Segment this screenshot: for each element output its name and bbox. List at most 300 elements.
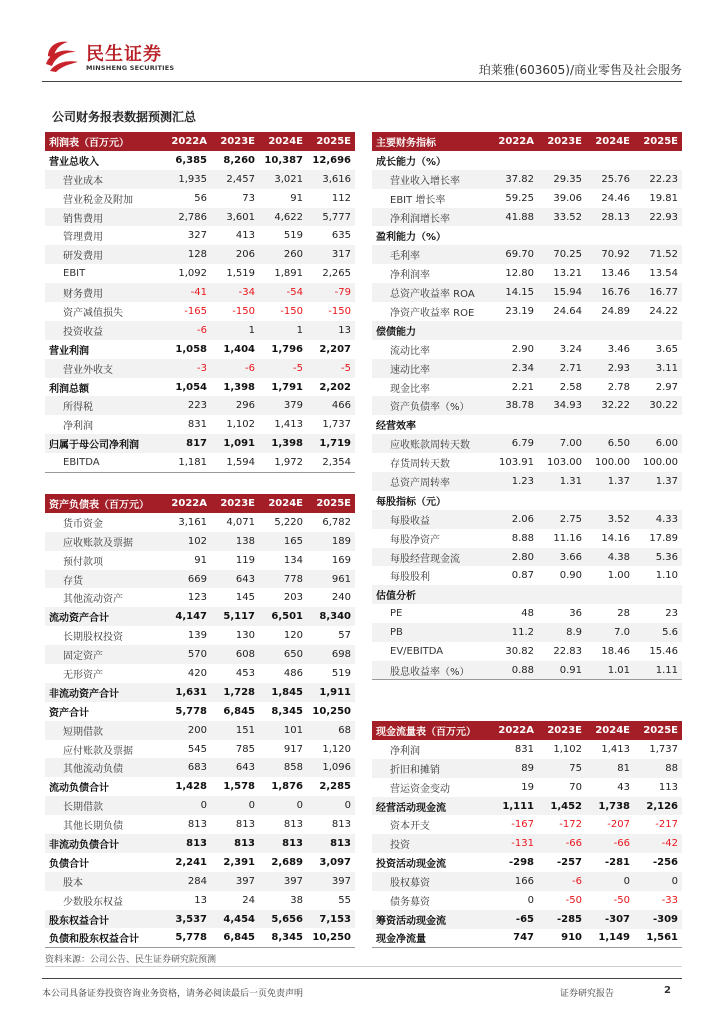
table-header-row [372,721,682,740]
value-cell: 2.58 [559,381,582,393]
year-header-cell: 2024E [586,132,634,151]
value-cell: 260 [259,245,307,264]
value-cell: -172 [559,819,582,831]
table-row [45,264,355,283]
value-cell: 1.37 [586,472,634,491]
value-cell: 123 [187,592,207,604]
value-cell: 1.31 [538,472,586,491]
row-label: 净资产收益率 ROE [390,307,475,319]
value-cell: 545 [187,743,207,755]
table-row [45,588,355,607]
value-cell: 2,126 [634,797,682,816]
value-cell: 3,601 [211,208,259,227]
value-cell: 1,519 [226,268,255,280]
header-divider [42,81,682,82]
table-row [372,815,682,834]
value-cell: -54 [259,283,307,302]
value-cell: 1,058 [175,343,207,355]
year-header-cell: 2025E [634,132,682,151]
table-row [45,513,355,532]
table-row [45,532,355,551]
table-row [45,796,355,815]
value-cell [490,321,538,340]
row-label: 营业总收入 [49,156,99,168]
value-cell: 379 [259,396,307,415]
value-cell: 138 [211,532,259,551]
value-cell: 0.87 [511,570,534,582]
value-cell: 1,796 [271,343,303,355]
value-cell: 683 [163,758,211,777]
value-cell: 3.11 [634,359,682,378]
value-cell: 1.00 [607,570,630,582]
table-row [45,302,355,321]
table-row [45,740,355,759]
value-cell: 1,935 [163,170,211,189]
table-row [372,302,682,321]
row-label: 其他流动资产 [63,594,123,606]
table-row [45,245,355,264]
row-label: 净利润 [63,421,93,433]
row-label: 营业税金及附加 [63,194,133,206]
value-cell: -3 [163,359,211,378]
value-cell: 1,181 [163,453,211,472]
value-cell: 33.52 [538,208,586,227]
value-cell: 18.46 [601,645,630,657]
table-row [45,891,355,910]
table-row [45,551,355,570]
row-label: 应收账款周转天数 [372,434,490,453]
table-row [45,853,355,872]
value-cell: 1.01 [586,661,634,680]
minsheng-logo [42,38,192,78]
row-label: 折旧和摊销 [372,759,490,778]
value-cell: 1 [259,321,307,340]
row-label: 净利润增长率 [372,208,490,227]
value-cell: 29.35 [538,170,586,189]
table-row [372,623,682,642]
table-row [45,570,355,589]
value-cell: 2.97 [655,381,678,393]
row-label: 研发费用 [45,245,163,264]
value-cell: 1,737 [649,743,678,755]
year-header-cell: 2022A [163,132,211,151]
value-cell: 10,250 [312,705,351,717]
value-cell: 1.11 [634,661,682,680]
value-cell: 39.06 [553,192,582,204]
footer-divider [42,978,682,979]
value-cell: 8,345 [259,928,307,947]
value-cell: 10,387 [264,154,303,166]
row-label: 流动负债合计 [49,783,109,795]
value-cell: 12.80 [505,268,534,280]
value-cell: 169 [331,554,351,566]
value-cell: 1,452 [538,797,586,816]
value-cell: -6 [211,359,259,378]
value-cell: -167 [511,819,534,831]
value-cell: 2,202 [319,381,351,393]
value-cell: -281 [604,857,630,869]
value-cell: 6,501 [259,607,307,626]
balance-sheet-table [45,494,355,948]
value-cell: 89 [490,759,538,778]
value-cell: -41 [163,283,211,302]
value-cell: 103.00 [547,457,582,469]
value-cell: 4,147 [163,607,211,626]
value-cell: -165 [184,305,207,317]
year-header-cell: 2024E [586,721,634,740]
row-label: 股权募资 [372,872,490,891]
value-cell: 14.16 [601,532,630,544]
page-header [0,0,724,84]
value-cell: 669 [163,570,211,589]
value-cell: 3.65 [655,343,678,355]
value-cell [490,585,538,604]
table-row [372,853,682,872]
row-label: 无形资产 [63,669,103,681]
row-label: 利润总额 [49,383,89,395]
row-label: 应付账款及票据 [63,745,133,757]
value-cell: 32.22 [586,396,634,415]
value-cell: 0.90 [559,570,582,582]
row-label: 股本 [45,872,163,891]
value-cell: -33 [661,894,678,906]
table-row [372,585,682,604]
table-row [372,151,682,170]
year-header-cell: 2023E [211,494,259,513]
value-cell: 2,354 [307,453,355,472]
value-cell: 397 [307,872,355,891]
table-row [45,664,355,683]
value-cell: 2.90 [511,343,534,355]
row-label: 固定资产 [45,645,163,664]
value-cell: 1,398 [259,434,307,453]
table-title-cell: 利润表（百万元） [45,132,163,151]
table-header-row [45,494,355,513]
row-label: 货币资金 [63,518,103,530]
row-label: 资产负债率（%） [372,396,490,415]
row-label: EBITDA [45,453,163,472]
year-header-cell: 2022A [490,721,538,740]
row-label: 营运资金变动 [390,783,450,795]
value-cell: 466 [307,396,355,415]
value-cell: 23.19 [505,305,534,317]
value-cell: 4.38 [586,548,634,567]
year-header-cell: 2023E [538,132,586,151]
value-cell: 1,738 [586,797,634,816]
value-cell: 17.89 [649,532,678,544]
value-cell: 0 [586,872,634,891]
value-cell: 22.83 [553,645,582,657]
value-cell: 1,404 [223,343,255,355]
value-cell: 1,092 [178,268,207,280]
value-cell: 2,391 [223,856,255,868]
value-cell: 3,021 [259,170,307,189]
value-cell: 6,845 [211,928,259,947]
row-label: 偿债能力 [372,321,490,340]
value-cell: 0 [259,796,307,815]
table-row [45,626,355,645]
value-cell: 1,845 [259,683,307,702]
value-cell: -5 [259,359,307,378]
value-cell: 1,428 [175,781,207,793]
value-cell [586,151,634,170]
row-label: 投资 [372,834,490,853]
row-label: 长期股权投资 [63,632,123,644]
value-cell: 3.24 [559,343,582,355]
value-cell: 70.92 [586,245,634,264]
table-row [45,189,355,208]
year-header-cell: 2024E [259,494,307,513]
value-cell: 7.00 [538,434,586,453]
value-cell: 813 [307,834,355,853]
value-cell: 19 [521,781,534,793]
table-row [45,151,355,170]
value-cell [634,151,682,170]
row-label: 资产减值损失 [63,307,123,319]
value-cell: 453 [235,667,255,679]
value-cell: 5,778 [163,928,211,947]
value-cell: 24.22 [649,305,678,317]
value-cell: 134 [283,554,303,566]
table-row [45,396,355,415]
value-cell: 3,161 [178,516,207,528]
row-label: 速动比率 [372,359,490,378]
row-label: 净利润率 [390,270,430,282]
table-row [45,872,355,891]
cash-flow-table [372,721,682,948]
value-cell: -50 [613,894,630,906]
value-cell [490,415,538,434]
value-cell: -66 [538,834,586,853]
value-cell: 1,096 [307,758,355,777]
value-cell: 13 [307,321,355,340]
value-cell: -309 [634,910,682,929]
table-row [372,264,682,283]
row-label: 成长能力（%） [376,156,447,168]
value-cell [538,321,586,340]
table-row [45,815,355,834]
value-cell: 7,153 [307,910,355,929]
value-cell: 2,265 [322,268,351,280]
key-ratios-table [372,132,682,680]
value-cell: 8,345 [271,705,303,717]
value-cell: 223 [163,396,211,415]
table-row [45,645,355,664]
table-row [45,340,355,359]
value-cell: 917 [283,743,303,755]
value-cell: 1,728 [211,683,259,702]
table-row [45,453,355,472]
value-cell: 1,102 [553,743,582,755]
table-row [372,208,682,227]
row-label: 现金净流量 [372,929,490,948]
table-row [45,170,355,189]
value-cell: 13.21 [553,268,582,280]
value-cell: 1,561 [634,929,682,948]
value-cell: 486 [283,667,303,679]
value-cell: 13.46 [601,268,630,280]
row-label: 营业收入增长率 [372,170,490,189]
table-row [45,283,355,302]
table-row [372,510,682,529]
logo-english-name: MINSHENG SECURITIES [86,64,175,72]
value-cell [586,585,634,604]
section-title: 公司财务报表数据预测汇总 [52,110,197,124]
value-cell: 2.06 [490,510,538,529]
value-cell: 2,457 [211,170,259,189]
row-label: 存货 [45,570,163,589]
page-number: 2 [664,985,671,996]
value-cell: 1,891 [274,268,303,280]
row-label: 债务募资 [390,896,430,908]
row-label: 营业外收支 [45,359,163,378]
value-cell: 698 [307,645,355,664]
table-row [372,491,682,510]
value-cell: 813 [259,834,307,853]
value-cell: 2.78 [607,381,630,393]
value-cell: -6 [538,872,586,891]
value-cell: -150 [328,305,351,317]
row-label: PB [372,623,490,642]
table-row [45,208,355,227]
value-cell: 100.00 [643,457,678,469]
value-cell: 7.0 [586,623,634,642]
value-cell: -5 [307,359,355,378]
row-label: 营业利润 [49,345,89,357]
value-cell: 327 [187,230,207,242]
value-cell: 1,149 [586,929,634,948]
value-cell: 100.00 [595,457,630,469]
value-cell: -6 [163,321,211,340]
value-cell: 28 [617,608,630,620]
value-cell: 785 [235,743,255,755]
value-cell: 38.78 [490,396,538,415]
value-cell: 2,207 [319,343,351,355]
table-row [372,340,682,359]
value-cell: 102 [163,532,211,551]
value-cell: 0.88 [490,661,538,680]
value-cell: 3.66 [538,548,586,567]
table-row [372,321,682,340]
value-cell: 5,220 [274,516,303,528]
value-cell: 68 [307,721,355,740]
row-label: 短期借款 [45,721,163,740]
row-label: 投资活动现金流 [376,859,446,871]
value-cell: 240 [331,592,351,604]
value-cell: 34.93 [538,396,586,415]
value-cell: 24.46 [601,192,630,204]
value-cell: 420 [187,667,207,679]
value-cell: -42 [634,834,682,853]
value-cell: 1,413 [274,419,303,431]
row-label: 筹资活动现金流 [372,910,490,929]
value-cell: 15.94 [538,283,586,302]
row-label: 每股收益 [372,510,490,529]
table-row [372,759,682,778]
value-cell: 69.70 [490,245,538,264]
table-title-cell: 主要财务指标 [372,132,490,151]
value-cell: 5,778 [175,705,207,717]
value-cell: 30.82 [505,645,534,657]
row-label: 资本开支 [390,821,430,833]
value-cell: 0 [211,796,259,815]
year-header-cell: 2022A [490,132,538,151]
value-cell: 5.6 [634,623,682,642]
row-label: 股息收益率（%） [372,661,490,680]
year-header-cell: 2025E [307,494,355,513]
row-label: 每股净资产 [390,534,440,546]
value-cell: 3,616 [307,170,355,189]
row-label: 负债合计 [49,858,89,870]
table-row [372,359,682,378]
value-cell: 70.25 [538,245,586,264]
value-cell: 413 [235,230,255,242]
value-cell: 91 [290,192,303,204]
row-label: 归属于母公司净利润 [45,434,163,453]
row-label: 其他长期负债 [63,821,123,833]
value-cell: 15.46 [649,645,678,657]
value-cell: 1,876 [271,781,303,793]
value-cell: 6.79 [490,434,538,453]
table-row [45,321,355,340]
value-cell: 858 [259,758,307,777]
row-label: 非流动资产合计 [45,683,163,702]
value-cell: 4,071 [226,516,255,528]
value-cell: 2.80 [490,548,538,567]
row-label: 总资产收益率 ROA [372,283,490,302]
value-cell: 5,777 [307,208,355,227]
table-row [45,378,355,397]
value-cell: 650 [259,645,307,664]
value-cell: 1.37 [634,472,682,491]
value-cell: 1,111 [490,797,538,816]
value-cell: 41.88 [490,208,538,227]
value-cell: 0 [527,894,534,906]
disclaimer-text: 本公司具备证券投资咨询业务资格，请务必阅读最后一页免责声明 [42,989,304,999]
value-cell: 88 [634,759,682,778]
value-cell: 0 [634,872,682,891]
minsheng-logo-mark-icon [42,38,80,74]
table-row [372,189,682,208]
table-row [372,226,682,245]
value-cell: 6,782 [322,516,351,528]
row-label: 总资产周转率 [372,472,490,491]
value-cell: 189 [307,532,355,551]
value-cell: 91 [194,554,207,566]
table-row [372,604,682,623]
value-cell: 2.21 [511,381,534,393]
value-cell: 813 [211,834,259,853]
value-cell: 2,689 [271,856,303,868]
value-cell: 1.23 [490,472,538,491]
year-header-cell: 2024E [259,132,307,151]
value-cell: 817 [163,434,211,453]
value-cell: -257 [556,857,582,869]
value-cell: 22.93 [634,208,682,227]
year-header-cell: 2023E [211,132,259,151]
value-cell: 130 [235,630,255,642]
row-label: 估值分析 [372,585,490,604]
value-cell [490,226,538,245]
value-cell: -217 [655,819,678,831]
table-row [372,415,682,434]
value-cell: 8.9 [538,623,586,642]
value-cell: 1,102 [226,419,255,431]
row-label: 财务费用 [45,283,163,302]
table-row [372,453,682,472]
value-cell: 11.16 [553,532,582,544]
value-cell: 4,622 [259,208,307,227]
